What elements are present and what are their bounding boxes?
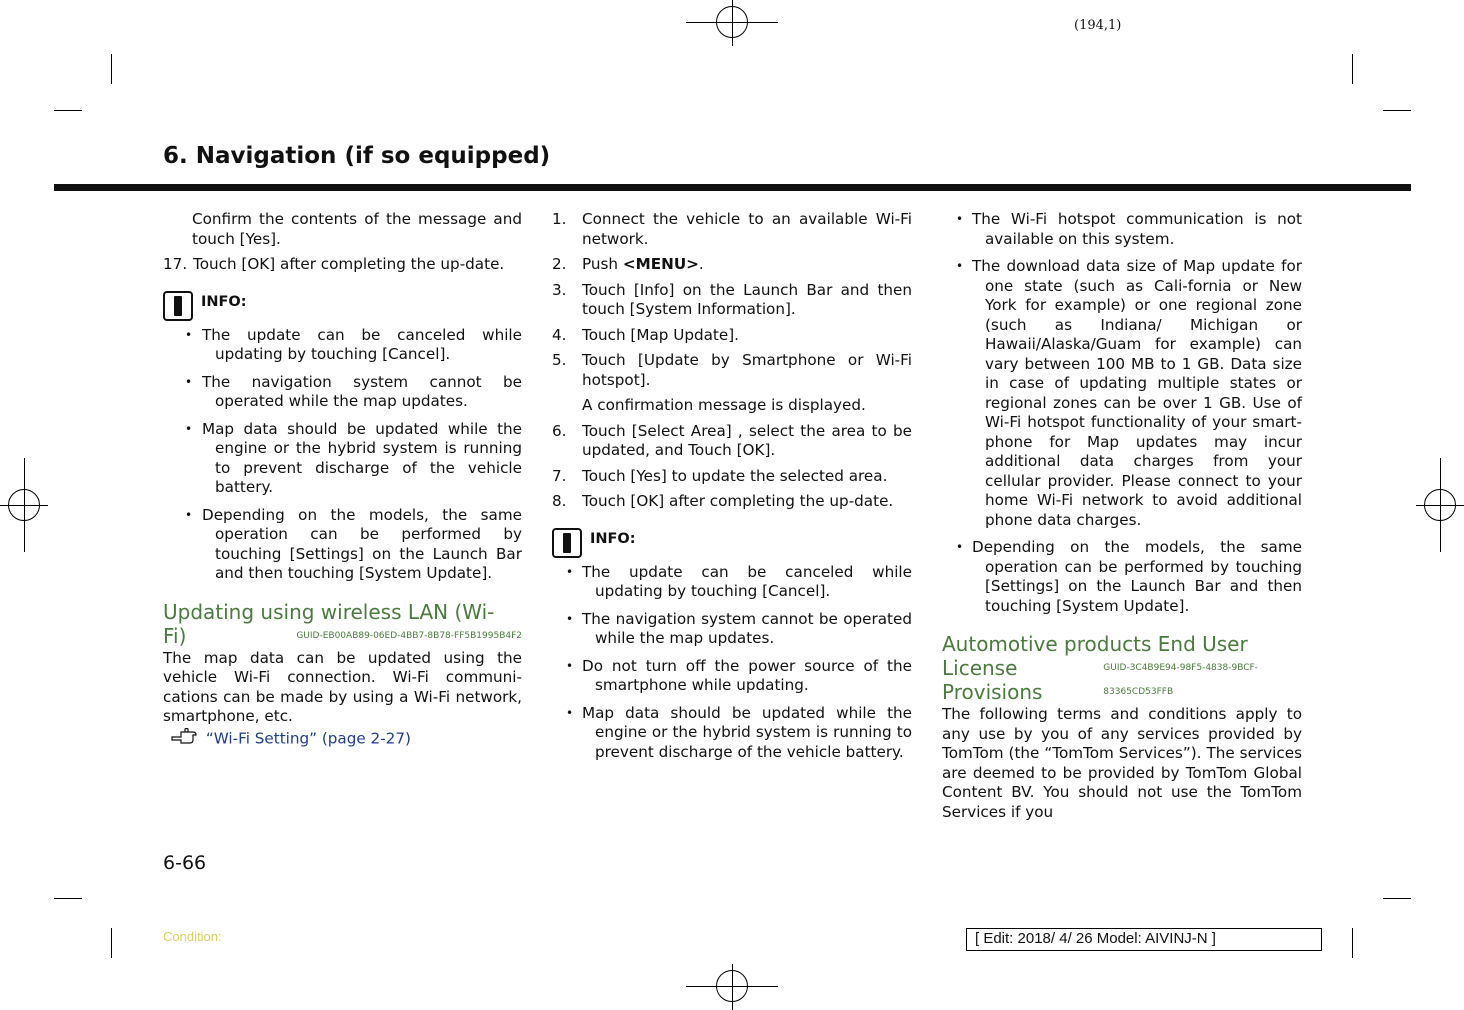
step-text: Touch [OK] after completing the up-date. <box>582 492 894 510</box>
section-title-line: License Provisions <box>942 656 1043 704</box>
step-text: Touch [Yes] to update the selected area. <box>582 466 888 485</box>
step-number: 3. <box>552 280 567 299</box>
info-bullet: • Map data should be updated while the engine or the hybrid system is running to prevent discharge of the vehicle battery. <box>552 704 912 763</box>
column-1 <box>163 210 522 749</box>
info-label: INFO: <box>590 530 636 547</box>
info-bullet: • The update can be canceled while updating by touching [Cancel]. <box>163 326 522 365</box>
step-text: A confirmation message is displayed. <box>582 396 866 414</box>
step-number: 1. <box>552 210 567 228</box>
section-title-line: Fi) <box>163 623 187 648</box>
bullet-item: • The download data size of Map update for one state (such as Cali-fornia or New York for example) or one regional zone (such as Indiana/ Michigan or Hawaii/Alaska/Guam for example) can vary between 100 MB to 1 GB. Data size in case of updating multiple states or regional zones can be over 1 GB. Use of Wi-Fi hotspot functionality of your smart-phone for Map updates may incur additional data charges from your cellular provider. Please connect to your home Wi-Fi network to avoid additional phone data charges. <box>942 257 1302 530</box>
info-bullet: • The navigation system cannot be operated while the map updates. <box>552 610 912 649</box>
heading-rule <box>54 184 1411 191</box>
edit-info-box: [ Edit: 2018/ 4/ 26 Model: AIVINJ-N ] <box>966 928 1322 951</box>
step-item <box>552 492 912 512</box>
step-item <box>552 210 912 249</box>
page-number: 6-66 <box>163 852 207 874</box>
section-guid: GUID-EB00AB89-06ED-4BB7-8B78-FF5B1995B4F2 <box>296 630 522 641</box>
section-text: The following terms and conditions apply to any use by you of any services provided by TomTom (the “TomTom Services”). The services are deemed to be provided by TomTom Global Content BV. You should not use the TomTom Services if you <box>942 705 1302 821</box>
step-text: Touch [Update by Smartphone or Wi-Fi hotspot]. <box>582 351 912 389</box>
step-number: 2. <box>552 255 567 273</box>
info-label: INFO: <box>201 293 247 310</box>
step-item <box>552 351 912 390</box>
step-item <box>552 255 912 275</box>
step-text: Connect the vehicle to an available Wi-Fi network. <box>582 210 912 248</box>
intro-text: Confirm the contents of the message and touch [Yes]. <box>192 210 522 248</box>
step-item <box>552 467 912 487</box>
step-text-suffix: . <box>698 255 704 273</box>
step-text: Touch [OK] after completing the up-date. <box>193 255 505 273</box>
bullet-item: • Depending on the models, the same operation can be performed by touching [Settings] on the Launch Bar and then touching [System Update]. <box>942 538 1302 616</box>
step-text: Touch [Info] on the Launch Bar and then touch [System Information]. <box>582 280 912 318</box>
step-note <box>552 396 912 416</box>
step-number: 6. <box>552 421 567 440</box>
info-bullet: • Depending on the models, the same operation can be performed by touching [Settings] on the Launch Bar and then touching [System Update]. <box>163 506 522 584</box>
step-text: Push <box>582 255 623 273</box>
info-box <box>552 528 912 558</box>
wifi-setting-link[interactable]: “Wi-Fi Setting” (page 2-27) <box>205 728 411 747</box>
menu-key: <MENU> <box>622 255 699 273</box>
section-title-row <box>163 624 522 648</box>
section-title-row <box>942 656 1302 704</box>
info-icon <box>163 291 193 321</box>
step-item <box>552 281 912 320</box>
section-title <box>942 632 1302 704</box>
column-2 <box>552 210 912 762</box>
info-bullet: • The navigation system cannot be operated while the map updates. <box>163 373 522 412</box>
info-bullet: • The update can be canceled while updating by touching [Cancel]. <box>552 563 912 602</box>
info-bullet: • Do not turn off the power source of the smartphone while updating. <box>552 657 912 696</box>
step-item <box>552 422 912 461</box>
step-number: 7. <box>552 466 567 485</box>
reference-row <box>163 728 522 750</box>
info-bullet: • Map data should be updated while the engine or the hybrid system is running to prevent discharge of the vehicle battery. <box>163 420 522 498</box>
step-number: 5. <box>552 351 567 369</box>
section-text: The map data can be updated using the vehicle Wi-Fi connection. Wi-Fi communi-cations can be made by using a Wi-Fi network, smartphone, etc. <box>163 648 522 725</box>
section-title <box>163 600 522 648</box>
section-title-line: Automotive products End User <box>942 632 1248 656</box>
pointing-hand-icon <box>171 728 201 750</box>
chapter-heading: 6. Navigation (if so equipped) <box>163 143 551 169</box>
step-text: Touch [Map Update]. <box>582 325 739 344</box>
condition-label: Condition: <box>163 929 222 944</box>
step-item <box>552 326 912 346</box>
section-title-line: Updating using wireless LAN (Wi- <box>163 599 495 624</box>
column-3 <box>942 210 1302 822</box>
page-id: (194,1) <box>1074 18 1122 33</box>
step-number: 4. <box>552 325 567 344</box>
step-text: Touch [Select Area] , select the area to be updated, and Touch [OK]. <box>582 421 912 459</box>
step-number: 17. <box>163 255 188 273</box>
step-number: 8. <box>552 492 567 510</box>
step-17 <box>163 255 522 275</box>
section-guid: GUID-3C4B9E94-98F5-4838-9BCF-83365CD53FFB <box>1103 663 1258 697</box>
info-box <box>163 291 522 321</box>
info-icon <box>552 528 582 558</box>
bullet-item: • The Wi-Fi hotspot communication is not available on this system. <box>942 210 1302 249</box>
